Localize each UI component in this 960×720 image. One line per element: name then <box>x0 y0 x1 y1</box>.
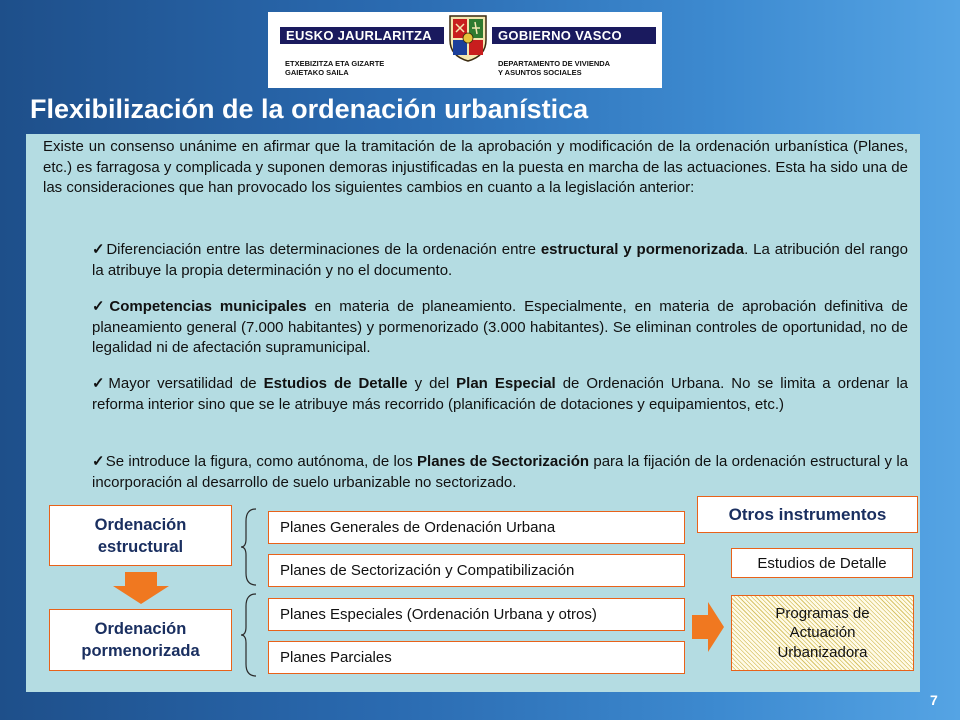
plan-generales-box: Planes Generales de Ordenación Urbana <box>268 511 685 544</box>
estudios-detalle-box: Estudios de Detalle <box>731 548 913 578</box>
check-icon: ✓ <box>92 241 106 258</box>
bullet-sectorizacion: ✓Se introduce la figura, como autónoma, de los Planes de Sectorización para la fijación de la ordenación estructural y la incorporación al desarrollo de suelo urbanizable no sectorizado. <box>92 453 908 491</box>
page-number: 7 <box>930 692 938 708</box>
otros-instrumentos-box: Otros instrumentos <box>697 496 918 533</box>
brace-bottom-icon <box>240 592 260 678</box>
slide-title: Flexibilización de la ordenación urbanística <box>30 94 589 124</box>
down-arrow-icon <box>113 572 169 604</box>
ordenacion-pormenorizada-box: Ordenación pormenorizada <box>49 609 232 671</box>
logo-right-name: GOBIERNO VASCO <box>492 27 656 44</box>
coat-of-arms-icon <box>444 12 492 62</box>
programas-actuacion-box: Programas de Actuación Urbanizadora <box>731 595 914 671</box>
logo-left-name: EUSKO JAURLARITZA <box>280 27 444 44</box>
brace-top-icon <box>240 507 260 587</box>
plan-sectorizacion-box: Planes de Sectorización y Compatibilización <box>268 554 685 587</box>
right-arrow-icon <box>692 602 724 652</box>
check-icon: ✓ <box>92 298 109 315</box>
plan-parciales-box: Planes Parciales <box>268 641 685 674</box>
ordenacion-estructural-box: Ordenación estructural <box>49 505 232 566</box>
bullet-competencias: ✓Competencias municipales en materia de planeamiento. Especialmente, en materia de aprobación definitiva de planeamiento general (7.000 habitantes) y pormenorizado (3.000 habitantes). Se eliminan controles de oportunidad, no de legalidad ni de afectación supramunicipal. <box>92 298 909 356</box>
intro-paragraph: Existe un consenso unánime en afirmar que la tramitación de la aprobación y modificación de la ordenación urbanística (Planes, etc.) es farragosa y complicada y suponen demoras injustificadas en la puesta en marcha de las actuaciones. Esta ha sido una de las consideraciones que han provocado los siguientes cambios en cuanto a la legislación anterior: <box>43 138 908 196</box>
check-icon: ✓ <box>92 453 105 470</box>
plan-especiales-box: Planes Especiales (Ordenación Urbana y otros) <box>268 598 685 631</box>
check-icon: ✓ <box>92 375 108 392</box>
logo-banner <box>268 12 662 88</box>
bullet-versatilidad: ✓Mayor versatilidad de Estudios de Detalle y del Plan Especial de Ordenación Urbana. No se limita a ordenar la reforma interior sino que se le atribuye más recorrido (planificación de dotaciones y equipamientos, etc.) <box>92 375 909 413</box>
bullet-estructural: ✓Diferenciación entre las determinaciones de la ordenación entre estructural y pormenorizada. La atribución del rango la atribuye la propia determinación y no el documento. <box>92 241 908 279</box>
logo-left-department: ETXEBIZITZA ETA GIZARTE GAIETAKO SAILA <box>285 59 385 77</box>
logo-right-department: DEPARTAMENTO DE VIVIENDA Y ASUNTOS SOCIALES <box>498 59 611 77</box>
